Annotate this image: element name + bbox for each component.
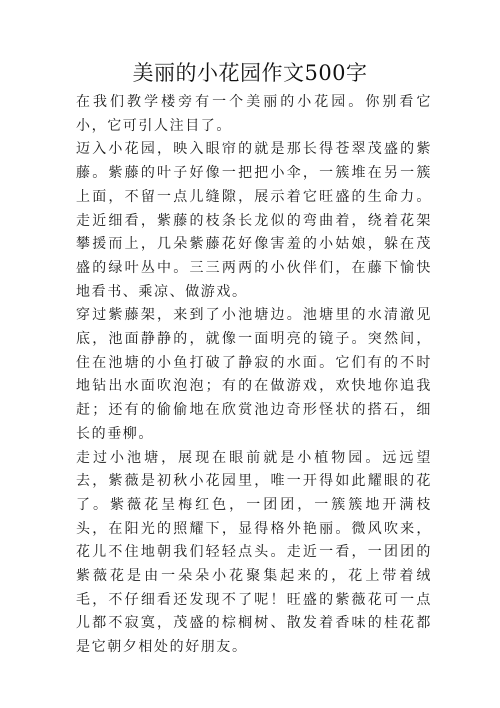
paragraph: 迈入小花园，映入眼帘的就是那长得苍翠茂盛的紫藤。紫藤的叶子好像一把把小伞，一簇堆在另一簇上面，不留一点儿缝隙，展示着它旺盛的生命力。走近细看，紫藤的枝条长龙似的弯曲着，绕着花架攀援而上，几朵紫藤花好像害羞的小姑娘，躲在茂盛的绿叶丛中。三三两两的小伙伴们，在藤下愉快地看书、乘凉、做游戏。 xyxy=(76,141,432,300)
document-title: 美丽的小花园作文500字 xyxy=(132,61,368,85)
paragraph: 穿过紫藤架，来到了小池塘边。池塘里的水清澈见底，池面静静的，就像一面明亮的镜子。突然间，住在池塘的小鱼打破了静寂的水面。它们有的不时地钻出水面吹泡泡；有的在做游戏，欢快地你追我赶；还有的偷偷地在欣赏池边奇形怪状的搭石，细长的垂柳。 xyxy=(76,307,432,442)
paragraph: 走过小池塘，展现在眼前就是小植物园。远远望去，紫薇是初秋小花园里，唯一开得如此耀眼的花了。紫薇花呈梅红色，一团团，一簇簇地开满枝头，在阳光的照耀下，显得格外艳丽。微风吹来，花儿不住地朝我们轻轻点头。走近一看，一团团的紫薇花是由一朵朵小花聚集起来的，花上带着绒毛，不仔细看还发现不了呢！旺盛的紫薇花可一点儿都不寂寞，茂盛的棕榈树、散发着香味的桂花都是它朝夕相处的好朋友。 xyxy=(76,449,432,656)
paragraph: 在我们教学楼旁有一个美丽的小花园。你别看它小，它可引人注目了。 xyxy=(76,94,432,134)
article-body xyxy=(76,91,432,660)
